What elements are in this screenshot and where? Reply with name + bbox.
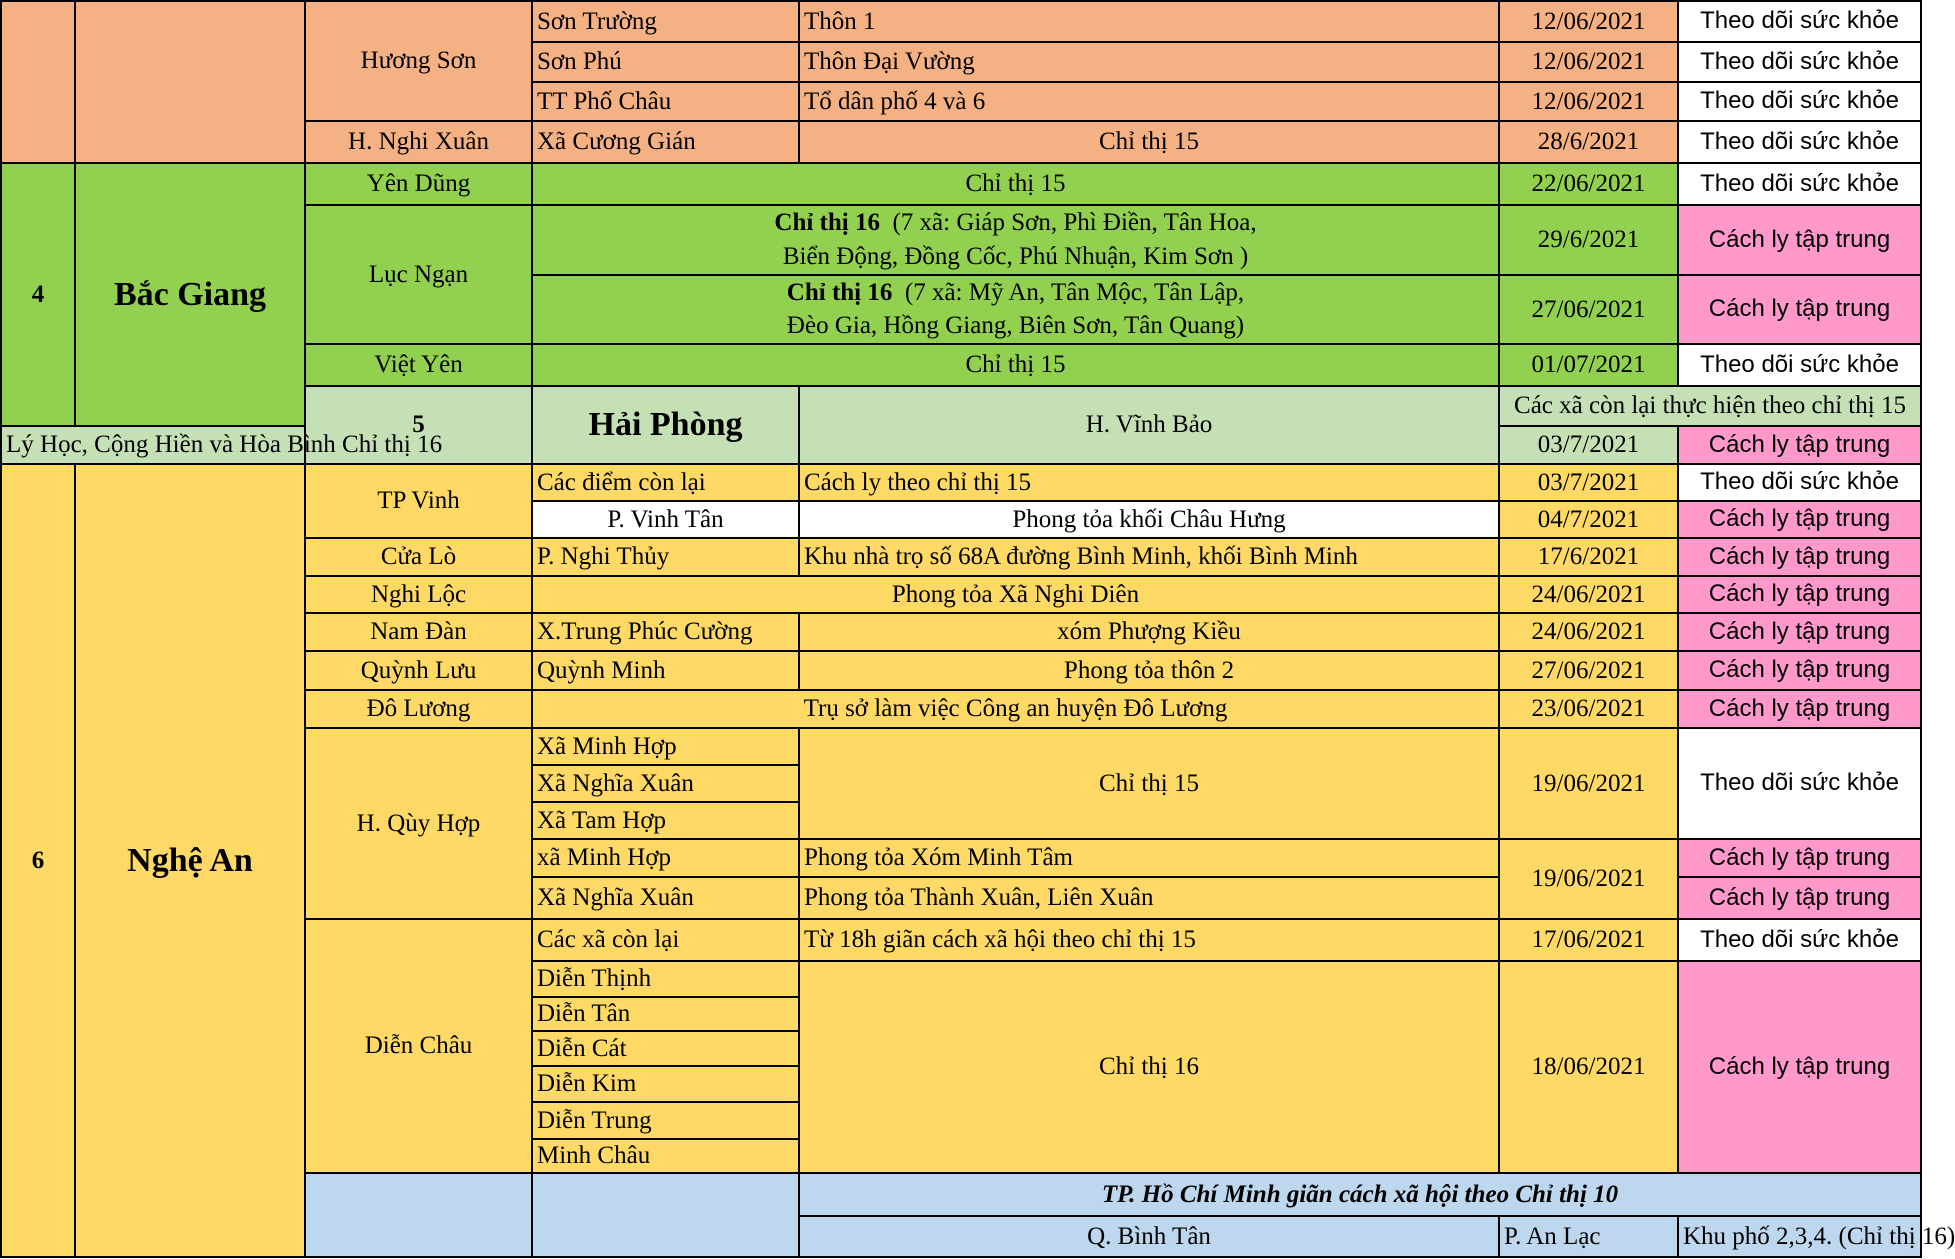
- date-cell: 01/07/2021: [1499, 344, 1678, 386]
- area-cell: xóm Phượng Kiều: [799, 613, 1499, 651]
- directive-label: Chỉ thị 16: [774, 209, 880, 236]
- district-cell: TP Vinh: [305, 464, 532, 538]
- area-cell: Phong tỏa Thành Xuân, Liên Xuân: [799, 877, 1499, 919]
- date-cell: 03/7/2021: [1499, 464, 1678, 501]
- commune-cell: P. An Lạc: [1499, 1216, 1678, 1257]
- area-cell: Khu phố 2,3,4. (Chỉ thị 16): [1678, 1216, 1921, 1257]
- district-cell: Diễn Châu: [305, 919, 532, 1173]
- date-cell: 22/06/2021: [1499, 163, 1678, 205]
- date-cell: 19/06/2021: [1499, 728, 1678, 839]
- province-cell: Nghệ An: [75, 464, 305, 1257]
- status-cell: Theo dõi sức khỏe: [1678, 344, 1921, 386]
- status-cell: Cách ly tập trung: [1678, 275, 1921, 345]
- date-cell: 28/6/2021: [1499, 121, 1678, 163]
- date-cell: 03/7/2021: [1499, 426, 1678, 464]
- district-cell: Nghi Lộc: [305, 576, 532, 613]
- district-cell: Lục Ngạn: [305, 205, 532, 344]
- district-cell: Nam Đàn: [305, 613, 532, 651]
- status-cell: Cách ly tập trung: [1678, 613, 1921, 651]
- commune-cell: Diễn Tân: [532, 997, 799, 1031]
- date-cell: 27/06/2021: [1499, 651, 1678, 690]
- province-cell: Bắc Giang: [75, 163, 305, 426]
- area-cell: Phong tỏa thôn 2: [799, 651, 1499, 690]
- commune-cell: Xã Tam Hợp: [532, 802, 799, 839]
- commune-cell: TT Phố Châu: [532, 82, 799, 121]
- status-cell: Theo dõi sức khỏe: [1678, 1, 1921, 42]
- district-cell: Yên Dũng: [305, 163, 532, 205]
- commune-cell: Các điểm còn lại: [532, 464, 799, 501]
- commune-cell: Xã Minh Hợp: [532, 728, 799, 765]
- area-cell: Thôn 1: [799, 1, 1499, 42]
- area-cell: [532, 275, 1499, 345]
- area-cell: Chỉ thị 15: [799, 121, 1499, 163]
- area-cell: Từ 18h giãn cách xã hội theo chỉ thị 15: [799, 919, 1499, 961]
- table-row: [1, 1, 1921, 42]
- commune-cell: Diễn Trung: [532, 1102, 799, 1139]
- commune-cell: Sơn Trường: [532, 1, 799, 42]
- area-cell: Lý Học, Cộng Hiền và Hòa Bình Chỉ thị 16: [1, 426, 305, 464]
- status-cell: Cách ly tập trung: [1678, 651, 1921, 690]
- province-cell: [75, 1, 305, 163]
- commune-cell: Xã Nghĩa Xuân: [532, 877, 799, 919]
- commune-cell: Diễn Thịnh: [532, 961, 799, 997]
- date-cell: 12/06/2021: [1499, 82, 1678, 121]
- area-text: Đèo Gia, Hồng Giang, Biên Sơn, Tân Quang): [786, 312, 1245, 340]
- status-cell: Cách ly tập trung: [1678, 205, 1921, 275]
- district-cell: H. Qùy Hợp: [305, 728, 532, 919]
- date-cell: 12/06/2021: [1499, 42, 1678, 82]
- stt-cell: [305, 1173, 532, 1257]
- commune-cell: Minh Châu: [532, 1139, 799, 1173]
- district-cell: Cửa Lò: [305, 538, 532, 576]
- date-cell: 24/06/2021: [1499, 613, 1678, 651]
- commune-cell: Diễn Kim: [532, 1066, 799, 1102]
- district-cell: Đô Lương: [305, 690, 532, 728]
- date-cell: 17/6/2021: [1499, 538, 1678, 576]
- district-cell: H. Nghi Xuân: [305, 121, 532, 163]
- province-cell: [532, 1173, 799, 1257]
- status-cell: Cách ly tập trung: [1678, 839, 1921, 877]
- table-row: [1, 163, 1921, 205]
- date-cell: 04/7/2021: [1499, 501, 1678, 538]
- area-cell: Phong tỏa khối Châu Hưng: [799, 501, 1499, 538]
- date-cell: 24/06/2021: [1499, 576, 1678, 613]
- district-cell: H. Vĩnh Bảo: [799, 386, 1499, 464]
- district-cell: Q. Bình Tân: [799, 1216, 1499, 1257]
- commune-cell: P. Vinh Tân: [532, 501, 799, 538]
- district-cell: Hương Sơn: [305, 1, 532, 121]
- area-cell: [532, 205, 1499, 275]
- area-cell: Khu nhà trọ số 68A đường Bình Minh, khối Bình Minh: [799, 538, 1499, 576]
- status-cell: Cách ly tập trung: [1678, 690, 1921, 728]
- district-cell: Việt Yên: [305, 344, 532, 386]
- status-cell: Cách ly tập trung: [1678, 576, 1921, 613]
- stt-cell: 4: [1, 163, 75, 426]
- status-cell: Theo dõi sức khỏe: [1678, 163, 1921, 205]
- status-cell: Theo dõi sức khỏe: [1678, 82, 1921, 121]
- area-cell: Trụ sở làm việc Công an huyện Đô Lương: [532, 690, 1499, 728]
- area-cell: Cách ly theo chỉ thị 15: [799, 464, 1499, 501]
- status-cell: Theo dõi sức khỏe: [1678, 919, 1921, 961]
- commune-cell: Xã Nghĩa Xuân: [532, 765, 799, 802]
- status-cell: Cách ly tập trung: [1678, 501, 1921, 538]
- status-cell: Cách ly tập trung: [1678, 426, 1921, 464]
- date-cell: 12/06/2021: [1499, 1, 1678, 42]
- date-cell: 17/06/2021: [1499, 919, 1678, 961]
- status-cell: Theo dõi sức khỏe: [1678, 464, 1921, 501]
- date-cell: 29/6/2021: [1499, 205, 1678, 275]
- area-cell: Chỉ thị 15: [799, 728, 1499, 839]
- directive-label: Chỉ thị 16: [786, 278, 893, 306]
- commune-cell: P. Nghi Thủy: [532, 538, 799, 576]
- table-row: [1, 464, 1921, 501]
- status-cell: Cách ly tập trung: [1678, 877, 1921, 919]
- date-cell: 23/06/2021: [1499, 690, 1678, 728]
- commune-cell: xã Minh Hợp: [532, 839, 799, 877]
- district-cell: Quỳnh Lưu: [305, 651, 532, 690]
- area-cell: Chỉ thị 16: [799, 961, 1499, 1173]
- commune-cell: Sơn Phú: [532, 42, 799, 82]
- area-cell: Phong tỏa Xóm Minh Tâm: [799, 839, 1499, 877]
- status-cell: Cách ly tập trung: [1678, 538, 1921, 576]
- commune-cell: Quỳnh Minh: [532, 651, 799, 690]
- date-cell: 27/06/2021: [1499, 275, 1678, 345]
- stt-cell: [1, 1, 75, 163]
- area-cell: Tổ dân phố 4 và 6: [799, 82, 1499, 121]
- commune-cell: X.Trung Phúc Cường: [532, 613, 799, 651]
- area-text: (7 xã: Mỹ An, Tân Mộc, Tân Lập,: [892, 278, 1245, 306]
- status-cell: Theo dõi sức khỏe: [1678, 728, 1921, 839]
- status-cell: Theo dõi sức khỏe: [1678, 121, 1921, 163]
- area-text: (7 xã: Giáp Sơn, Phì Điền, Tân Hoa,: [879, 209, 1257, 236]
- area-cell: Thôn Đại Vường: [799, 42, 1499, 82]
- commune-cell: Xã Cương Gián: [532, 121, 799, 163]
- area-text: Biển Động, Đồng Cốc, Phú Nhuận, Kim Sơn ): [782, 242, 1249, 270]
- province-cell: Hải Phòng: [532, 386, 799, 464]
- status-cell: Cách ly tập trung: [1678, 961, 1921, 1173]
- stt-cell: 6: [1, 464, 75, 1257]
- area-cell: TP. Hồ Chí Minh giãn cách xã hội theo Chỉ thị 10: [799, 1173, 1921, 1216]
- area-cell: Phong tỏa Xã Nghi Diên: [532, 576, 1499, 613]
- status-cell: Theo dõi sức khỏe: [1678, 42, 1921, 82]
- area-cell: Chỉ thị 15: [532, 344, 1499, 386]
- date-cell: 18/06/2021: [1499, 961, 1678, 1173]
- area-cell: Các xã còn lại thực hiện theo chỉ thị 15: [1499, 386, 1921, 426]
- stt-cell: 5: [305, 386, 532, 464]
- area-cell: Chỉ thị 15: [532, 163, 1499, 205]
- commune-cell: Các xã còn lại: [532, 919, 799, 961]
- commune-cell: Diễn Cát: [532, 1031, 799, 1066]
- date-cell: 19/06/2021: [1499, 839, 1678, 919]
